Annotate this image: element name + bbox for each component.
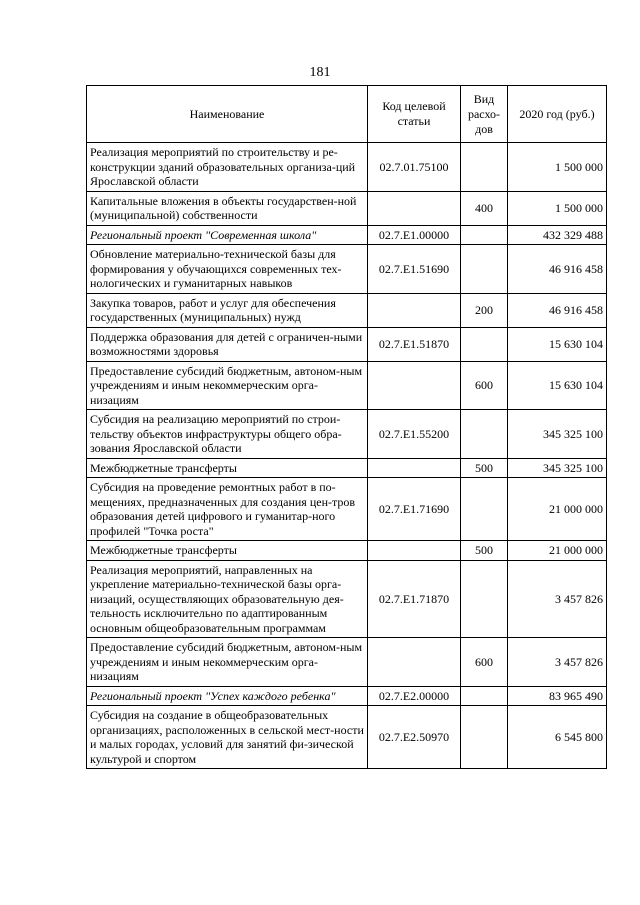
table-row: [87, 686, 607, 706]
row-name: Субсидия на проведение ремонтных работ в по-мещениях, предназначенных для создания цен-тров образования детей цифрового и гуманитар-ного профилей "Точка роста": [87, 478, 368, 541]
row-type: [461, 245, 508, 294]
row-amount: 1 500 000: [508, 143, 607, 192]
row-amount: 3 457 826: [508, 638, 607, 687]
row-code: 02.7.Е2.00000: [368, 686, 461, 706]
table-row: [87, 293, 607, 327]
row-code: [368, 541, 461, 561]
row-amount: 15 630 104: [508, 361, 607, 410]
header-type: Вид расхо-дов: [461, 86, 508, 143]
row-type: [461, 225, 508, 245]
row-type: [461, 327, 508, 361]
row-amount: 1 500 000: [508, 191, 607, 225]
row-name: Предоставление субсидий бюджетным, автоном-ным учреждениям и иным некоммерческим орга-низациям: [87, 361, 368, 410]
table-row: [87, 327, 607, 361]
row-name: Межбюджетные трансферты: [87, 541, 368, 561]
table-row: [87, 560, 607, 638]
row-amount: 21 000 000: [508, 541, 607, 561]
table-row: [87, 361, 607, 410]
row-code: 02.7.Е1.71690: [368, 478, 461, 541]
row-amount: 3 457 826: [508, 560, 607, 638]
row-code: 02.7.Е1.51870: [368, 327, 461, 361]
table-row: [87, 458, 607, 478]
row-type: 600: [461, 638, 508, 687]
row-name: Реализация мероприятий, направленных на укрепление материально-технической базы орга-низаций, осуществляющих образовательную дея-тельность исключительно по адаптированным основным общеобразовательным программам: [87, 560, 368, 638]
row-type: [461, 686, 508, 706]
table-row: [87, 478, 607, 541]
budget-table: [86, 85, 607, 769]
row-type: 200: [461, 293, 508, 327]
row-amount: 345 325 100: [508, 410, 607, 459]
row-name: Субсидия на создание в общеобразовательных организациях, расположенных в сельской мест-ности и малых городах, условий для занятий фи-зической культурой и спортом: [87, 706, 368, 769]
row-amount: 345 325 100: [508, 458, 607, 478]
row-name: Реализация мероприятий по строительству и ре-конструкции зданий образовательных организа-ций Ярославской области: [87, 143, 368, 192]
row-name: Закупка товаров, работ и услуг для обеспечения государственных (муниципальных) нужд: [87, 293, 368, 327]
table-row: [87, 191, 607, 225]
row-type: [461, 478, 508, 541]
row-amount: 6 545 800: [508, 706, 607, 769]
row-name: Предоставление субсидий бюджетным, автоном-ным учреждениям и иным некоммерческим орга-низациям: [87, 638, 368, 687]
row-amount: 46 916 458: [508, 293, 607, 327]
row-type: 600: [461, 361, 508, 410]
row-code: [368, 293, 461, 327]
row-code: [368, 458, 461, 478]
table-row: [87, 410, 607, 459]
row-type: [461, 143, 508, 192]
row-type: 500: [461, 541, 508, 561]
row-type: [461, 706, 508, 769]
row-amount: 21 000 000: [508, 478, 607, 541]
row-code: [368, 191, 461, 225]
row-type: [461, 560, 508, 638]
row-type: 400: [461, 191, 508, 225]
row-name: Субсидия на реализацию мероприятий по строи-тельству объектов инфраструктуры общего обра-зования Ярославской области: [87, 410, 368, 459]
table-row: [87, 638, 607, 687]
row-amount: 83 965 490: [508, 686, 607, 706]
header-code: Код целевой статьи: [368, 86, 461, 143]
row-amount: 432 329 488: [508, 225, 607, 245]
table-row: [87, 706, 607, 769]
row-code: [368, 361, 461, 410]
table-row: [87, 245, 607, 294]
header-amount: 2020 год (руб.): [508, 86, 607, 143]
row-amount: 46 916 458: [508, 245, 607, 294]
page-number: 181: [309, 65, 331, 80]
table-row: [87, 225, 607, 245]
table-row: [87, 143, 607, 192]
header-name: Наименование: [87, 86, 368, 143]
row-code: [368, 638, 461, 687]
row-type: [461, 410, 508, 459]
row-type: 500: [461, 458, 508, 478]
table-row: [87, 541, 607, 561]
table-body: [87, 143, 607, 769]
row-name: Межбюджетные трансферты: [87, 458, 368, 478]
row-code: 02.7.Е1.00000: [368, 225, 461, 245]
row-name: Региональный проект "Современная школа": [87, 225, 368, 245]
row-name: Поддержка образования для детей с ограничен-ными возможностями здоровья: [87, 327, 368, 361]
row-name: Региональный проект "Успех каждого ребенка": [87, 686, 368, 706]
row-code: 02.7.Е2.50970: [368, 706, 461, 769]
table-header-row: [87, 86, 607, 143]
row-code: 02.7.01.75100: [368, 143, 461, 192]
row-name: Капитальные вложения в объекты государствен-ной (муниципальной) собственности: [87, 191, 368, 225]
row-name: Обновление материально-технической базы для формирования у обучающихся современных тех-нологических и гуманитарных навыков: [87, 245, 368, 294]
row-code: 02.7.Е1.71870: [368, 560, 461, 638]
row-amount: 15 630 104: [508, 327, 607, 361]
row-code: 02.7.Е1.51690: [368, 245, 461, 294]
row-code: 02.7.Е1.55200: [368, 410, 461, 459]
